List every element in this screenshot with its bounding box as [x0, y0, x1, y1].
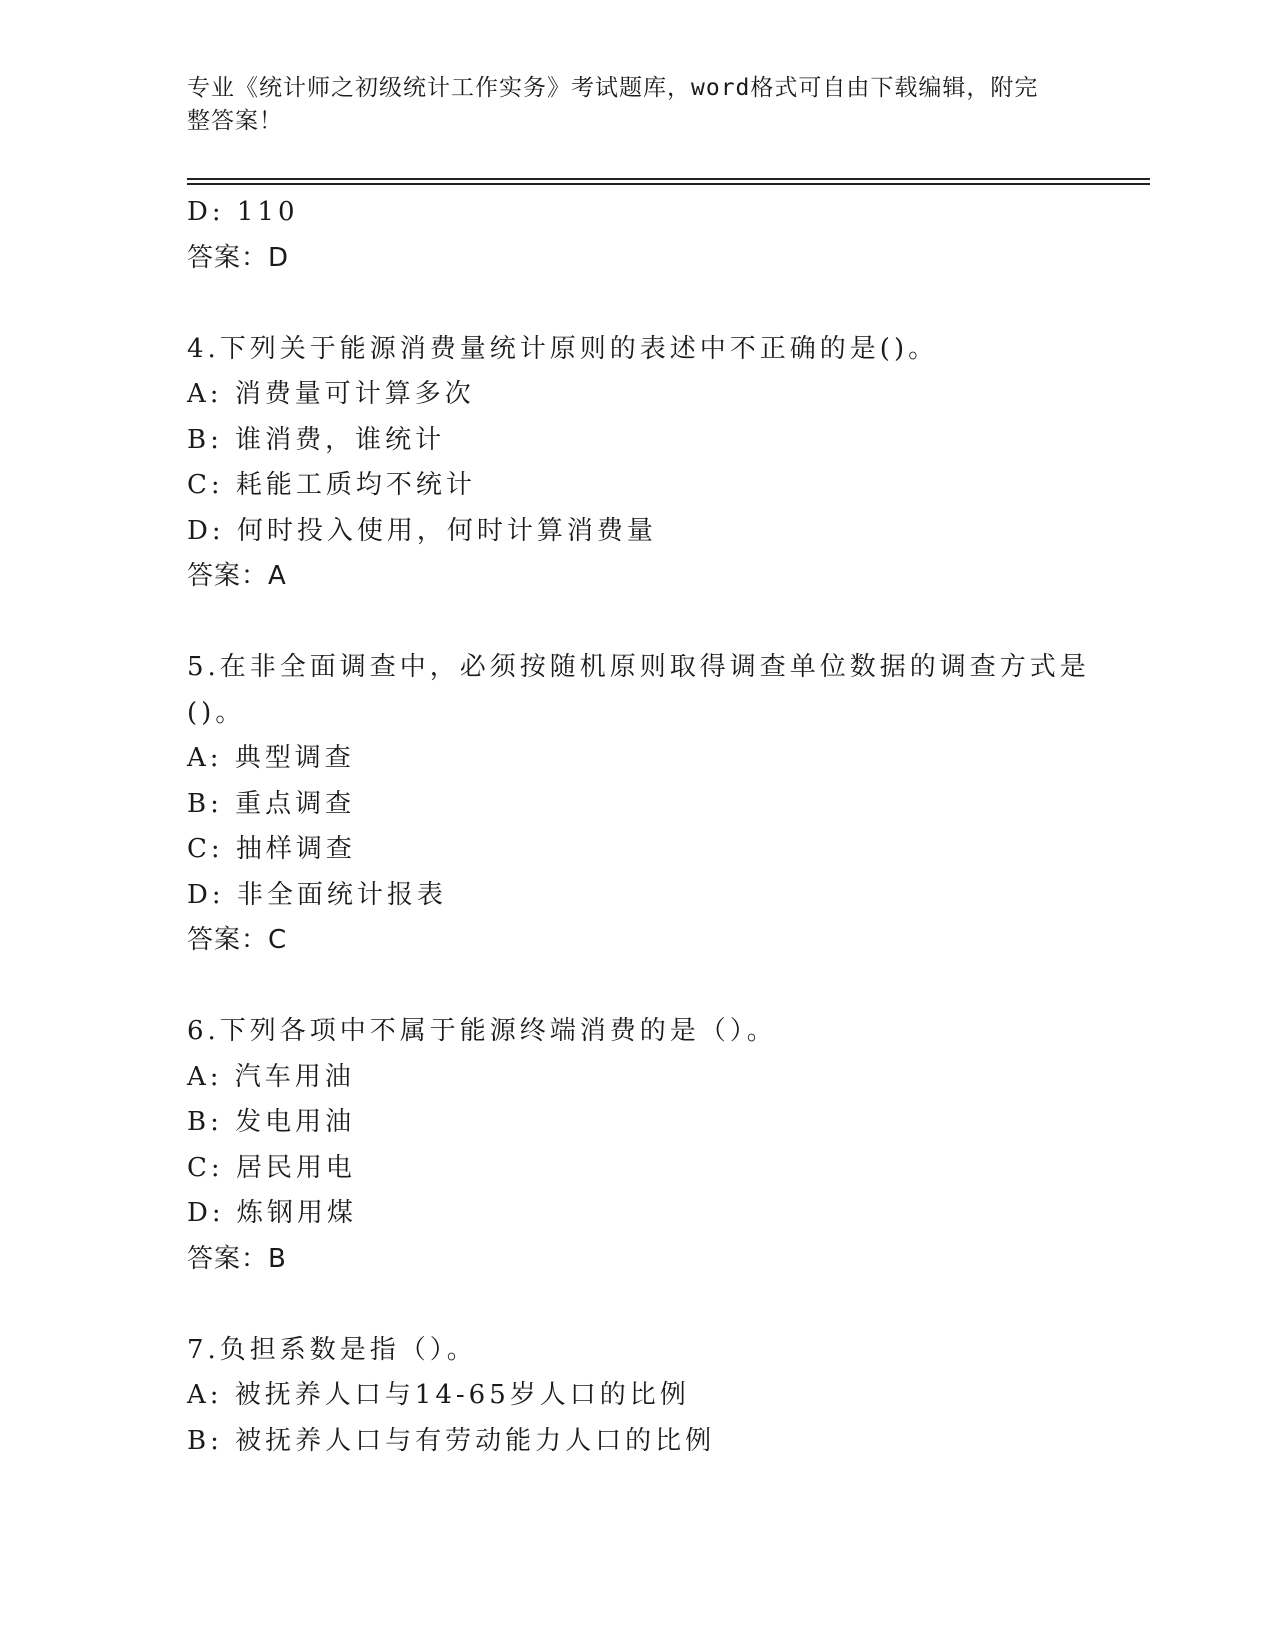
question-stem: 4.下列关于能源消费量统计原则的表述中不正确的是()。: [187, 333, 939, 364]
question-5: [187, 645, 1137, 964]
question-4: [187, 327, 1137, 600]
option-a: A: 被抚养人口与14-65岁人口的比例: [187, 1380, 690, 1410]
option-b: B: 谁消费，谁统计: [187, 424, 446, 455]
option-c: C: 抽样调查: [187, 834, 356, 864]
option-c: C: 耗能工质均不统计: [187, 470, 476, 500]
option-d-continued: D: 110: [187, 197, 299, 227]
option-b: B: 重点调查: [187, 788, 356, 819]
header-line-1: 专业《统计师之初级统计工作实务》考试题库，word格式可自由下载编辑，附完: [187, 75, 1039, 101]
answer-continued: 答案：D: [187, 242, 290, 273]
header-line-2: 整答案！: [187, 108, 283, 134]
question-stem: 7.负担系数是指（）。: [187, 1334, 477, 1365]
header-rule-bottom: [187, 183, 1150, 185]
option-d: D: 何时投入使用，何时计算消费量: [187, 515, 657, 546]
header-rule-top: [187, 178, 1150, 180]
option-a: A: 汽车用油: [187, 1061, 355, 1092]
question-7: [187, 1328, 1137, 1465]
answer: 答案：C: [187, 925, 288, 955]
option-a: A: 消费量可计算多次: [187, 379, 475, 409]
option-b: B: 被抚养人口与有劳动能力人口的比例: [187, 1425, 716, 1456]
option-a: A: 典型调查: [187, 743, 355, 773]
question-6: [187, 1009, 1137, 1282]
option-d: D: 非全面统计报表: [187, 879, 447, 910]
question-stem-cont: ()。: [187, 697, 246, 728]
document-body: [187, 190, 1137, 1464]
document-header: [187, 72, 1067, 138]
answer: 答案：B: [187, 1243, 287, 1274]
option-b: B: 发电用油: [187, 1107, 356, 1137]
question-stem: 6.下列各项中不属于能源终端消费的是（）。: [187, 1016, 777, 1046]
answer: 答案：A: [187, 561, 287, 591]
question-stem: 5.在非全面调查中，必须按随机原则取得调查单位数据的调查方式是: [187, 652, 1090, 682]
option-d: D: 炼钢用煤: [187, 1198, 357, 1228]
option-c: C: 居民用电: [187, 1152, 356, 1183]
